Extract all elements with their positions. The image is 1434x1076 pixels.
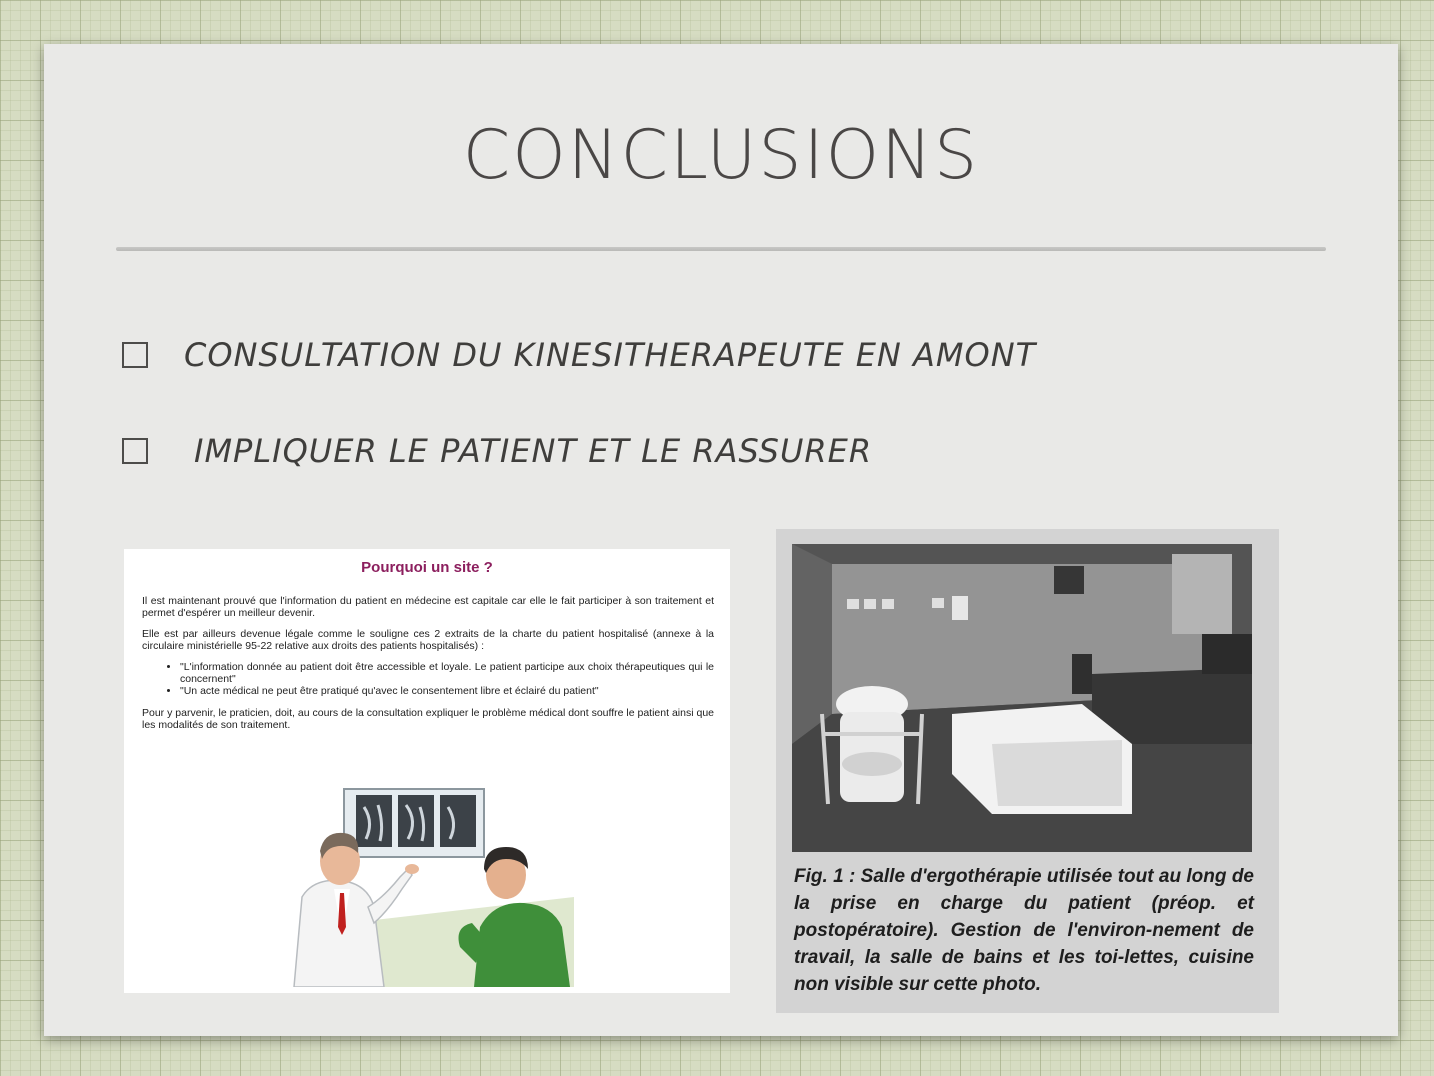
therapy-room-photo (792, 544, 1252, 852)
photo-caption: Fig. 1 : Salle d'ergothérapie utilisée tout au long de la prise en charge du patient (préop. et postopératoire). Gestion de l'environ-nement de travail, la salle de bains et les toi-lettes, cuisine non visible sur cette photo. (794, 866, 1254, 995)
bullet-item (122, 432, 872, 470)
quote-list (142, 661, 714, 697)
checkbox-icon (122, 438, 148, 464)
paragraph: Pour y parvenir, le praticien, doit, au cours de la consultation expliquer le problème médical dont souffre le patient ainsi que les modalités de son traitement. (142, 707, 714, 731)
list-item: • "L'information donnée au patient doit être accessible et loyale. Le patient participe aux choix thérapeutiques qui le concernent" (180, 661, 714, 685)
bullet-text: CONSULTATION DU KINESITHERAPEUTE EN AMONT (184, 336, 1037, 374)
checkbox-icon (122, 342, 148, 368)
photo-panel (776, 529, 1279, 1013)
slide (44, 44, 1398, 1036)
paragraph: Elle est par ailleurs devenue légale comme le souligne ces 2 extraits de la charte du patient hospitalisé (annexe à la circulaire ministérielle 95-22 relative aux droits des patients hospitalisés) : (142, 628, 714, 652)
doctor-patient-illustration (284, 777, 574, 987)
slide-title: CONCLUSIONS (462, 116, 980, 195)
website-text (142, 595, 714, 740)
bullet-item (122, 336, 1036, 374)
bullet-text: IMPLIQUER LE PATIENT ET LE RASSURER (194, 432, 873, 470)
website-heading: Pourquoi un site ? (361, 559, 493, 576)
paragraph: Il est maintenant prouvé que l'information du patient en médecine est capitale car elle le fait participer à son traitement et permet d'espérer un meilleur devenir. (142, 595, 714, 619)
title-divider (116, 247, 1326, 251)
website-screenshot (124, 549, 730, 993)
list-item: • "Un acte médical ne peut être pratiqué qu'avec le consentement libre et éclairé du patient" (180, 685, 714, 697)
